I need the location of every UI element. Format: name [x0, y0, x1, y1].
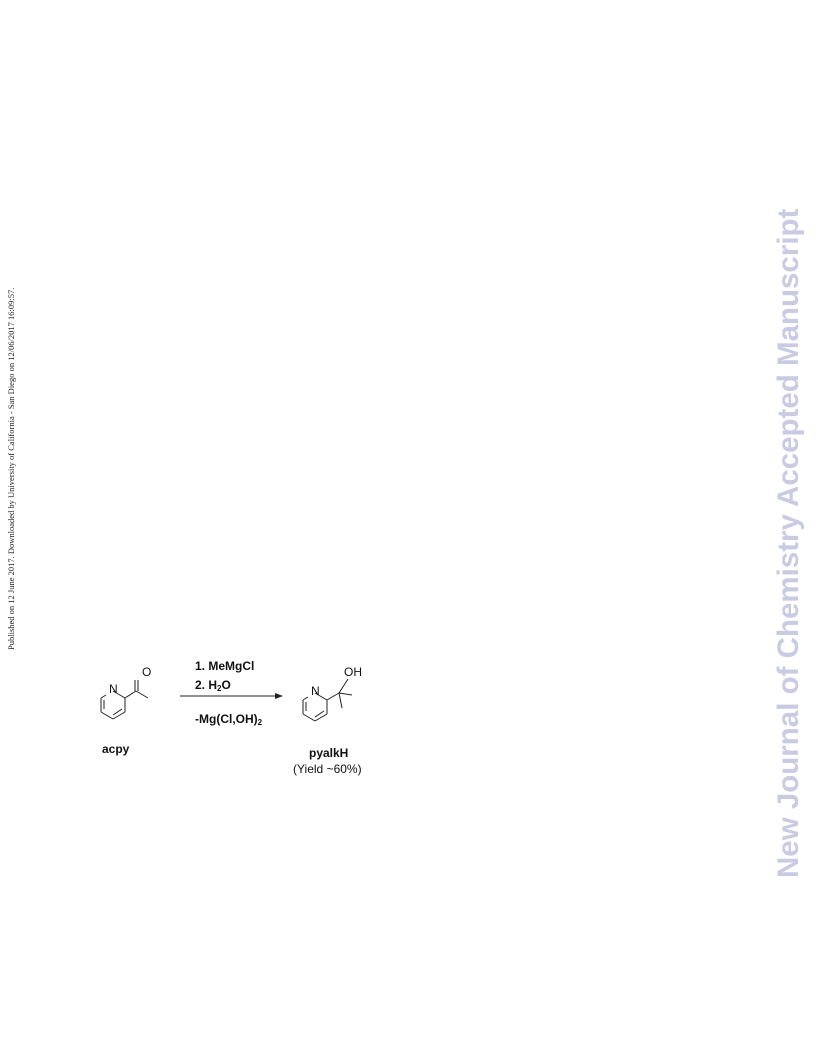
- bond: [101, 712, 113, 719]
- condition-step-2: 2. $H_2O$: [195, 678, 231, 693]
- bond: [136, 691, 148, 698]
- condition-step-1: 1. MeMgCl: [195, 659, 255, 673]
- journal-watermark: New Journal of Chemistry Accepted Manuscript: [772, 208, 805, 878]
- pyalkH-yield: (Yield ~60%): [293, 762, 362, 776]
- byproduct-label: $-Mg(Cl,OH)_2$: [195, 712, 263, 727]
- bond: [113, 712, 125, 719]
- bond: [315, 714, 327, 721]
- pyalkH-atom-oh: OH: [344, 665, 362, 679]
- bond: [339, 693, 342, 708]
- pyalkH-atom-n: N: [311, 684, 320, 698]
- pyalkH-label: pyalkH: [309, 746, 349, 760]
- reaction-arrow-head: [275, 693, 283, 699]
- bond: [327, 693, 339, 700]
- bond: [339, 679, 348, 693]
- bond: [303, 697, 308, 700]
- publication-note: Published on 12 June 2017. Downloaded by University of California - San Diego on 12/06/2017 16:09:57.: [6, 287, 16, 650]
- bond: [101, 695, 106, 698]
- acpy-atom-o: O: [142, 665, 152, 679]
- bond: [303, 714, 315, 721]
- bond: [339, 693, 352, 695]
- bond: [125, 691, 136, 698]
- acpy-label: acpy: [102, 742, 130, 756]
- acpy-atom-n: N: [109, 682, 118, 696]
- reaction-scheme: [80, 650, 390, 780]
